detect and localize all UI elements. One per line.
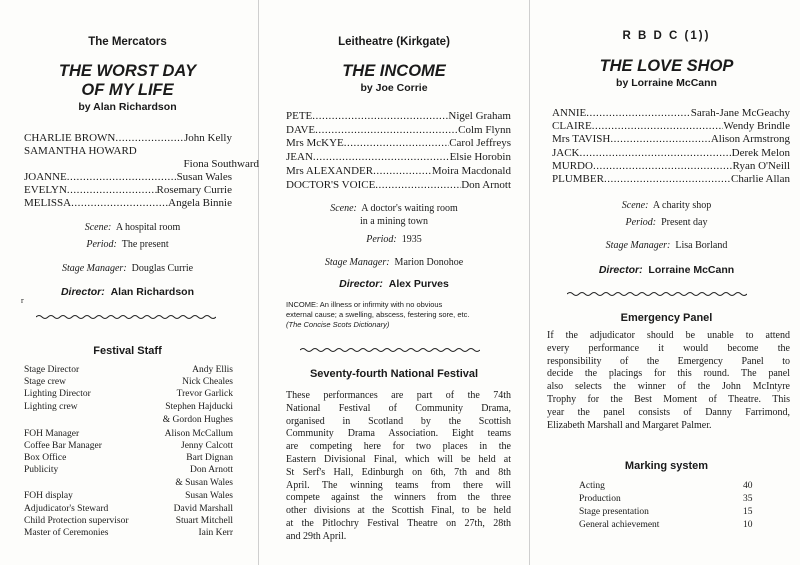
paragraph-line: are competing here for two places in the: [286, 441, 511, 453]
cast-actor: Fiona Southward: [183, 158, 259, 170]
leader-dots: [592, 120, 724, 133]
cast-actor: Elsie Horobin: [449, 151, 511, 164]
paragraph-line: St Serf's Hall, Edinburgh on 6th, 7th and 8th: [286, 466, 511, 478]
paragraph-line: If the adjudicator should be unable to attend: [547, 330, 790, 341]
cast-actor: Derek Melon: [731, 146, 790, 159]
paragraph-line: Elizabeth Marshall and Margaret Palmer.: [547, 419, 712, 431]
cast-actor: Susan Wales: [176, 171, 232, 183]
play-author: by Lorraine McCann: [616, 77, 717, 89]
scene-label: Scene:: [621, 200, 649, 211]
scene-info: [262, 202, 526, 215]
cast-actor: Ryan O'Neill: [732, 159, 790, 172]
staff-name: Trevor Garlick: [176, 389, 233, 399]
period-info: [533, 216, 800, 229]
paragraph-line: at the Pitlochry Festival Theatre on 27th, 28th: [286, 517, 511, 529]
staff-name: Susan Wales: [185, 491, 233, 501]
scene-info: [0, 221, 255, 234]
stage-manager-info: [533, 239, 800, 252]
stray-mark: r: [21, 296, 24, 305]
decorative-divider: [300, 346, 480, 354]
cast-role: PETE: [286, 110, 313, 122]
stage-manager-label: Stage Manager:: [61, 263, 127, 274]
staff-name: Bart Dignan: [186, 453, 233, 463]
leader-dots: [71, 197, 168, 210]
director-info: [262, 278, 526, 290]
paragraph-line: organised in Scotland by the Scottish: [286, 415, 511, 427]
column-divider-1: [258, 0, 259, 565]
staff-role: Coffee Bar Manager: [24, 441, 102, 451]
staff-name: & Gordon Hughes: [162, 415, 233, 425]
cast-role: PLUMBER: [552, 173, 604, 185]
leader-dots: [604, 173, 731, 186]
cast-actor: Sarah-Jane McGeachy: [690, 107, 790, 119]
cast-actor: Rosemary Currie: [156, 184, 232, 196]
period-label: Period:: [366, 234, 397, 245]
paragraph-line: Trophy for the Best Moment of Theatre. This: [547, 393, 790, 405]
stage-manager-info: [0, 262, 255, 275]
scene-info: [533, 199, 800, 212]
cast-role: Mrs McKYE: [286, 137, 344, 150]
marking-label: Acting: [579, 481, 605, 491]
period-label: Period:: [86, 239, 117, 250]
cast-actor: Colm Flynn: [458, 123, 511, 136]
cast-row: [24, 171, 232, 184]
cast-role: JEAN: [286, 151, 313, 164]
staff-role: Box Office: [24, 453, 67, 463]
leader-dots: [344, 137, 449, 150]
marking-system-heading: Marking system: [624, 460, 709, 472]
period-value: The present: [121, 239, 169, 250]
staff-name: Andy Ellis: [192, 365, 233, 375]
leader-dots: [610, 133, 711, 146]
festival-paragraph: [286, 390, 511, 544]
staff-name: Stephen Hajducki: [165, 402, 233, 412]
staff-name: Alison McCallum: [164, 429, 233, 439]
staff-name: Nick Cheales: [182, 377, 233, 387]
play-title-line-1: THE WORST DAY: [58, 62, 197, 80]
leader-dots: [315, 124, 458, 137]
decorative-divider: [36, 313, 216, 321]
cast-role: MURDO: [552, 159, 593, 172]
play-title-line-2: OF MY LIFE: [81, 81, 174, 99]
company-name: Leitheatre (Kirkgate): [338, 36, 450, 48]
cast-actor: Carol Jeffreys: [449, 137, 511, 150]
staff-role: Child Protection supervisor: [24, 516, 129, 526]
play-title: THE INCOME: [342, 62, 446, 80]
stage-manager-info: [262, 256, 526, 269]
director-label: Director:: [60, 286, 105, 298]
staff-role: Stage crew: [24, 377, 66, 387]
cast-role: DOCTOR'S VOICE: [286, 178, 376, 191]
staff-role: Master of Ceremonies: [24, 528, 109, 538]
cast-row: [552, 120, 790, 133]
column-the-income: [262, 0, 526, 565]
leader-dots: [375, 179, 461, 192]
company-name: R B D C (1)): [622, 30, 711, 42]
scene-info-continued: in a mining town: [359, 216, 429, 227]
cast-row: [24, 132, 232, 145]
cast-actor: Don Arnott: [461, 178, 511, 191]
column-the-love-shop: [533, 0, 800, 565]
staff-name: Iain Kerr: [198, 528, 233, 538]
scene-value: A charity shop: [652, 200, 712, 211]
staff-name: Stuart Mitchell: [175, 516, 233, 526]
play-author: by Joe Corrie: [360, 82, 428, 94]
staff-name: Jenny Calcott: [181, 441, 233, 451]
period-info: [0, 238, 255, 251]
scene-value: A doctor's waiting room: [361, 203, 458, 214]
director-value: Lorraine McCann: [648, 264, 735, 276]
stage-manager-label: Stage Manager:: [324, 257, 390, 268]
cast-row: [552, 173, 790, 186]
cast-role: EVELYN: [24, 184, 67, 196]
marking-points: 35: [743, 494, 753, 504]
paragraph-line: decide the placings for this round. The panel: [547, 368, 790, 380]
play-author: by Alan Richardson: [78, 101, 177, 113]
paragraph-line: year the panel consists of Danny Farrimond,: [547, 406, 790, 418]
leader-dots: [580, 147, 732, 160]
cast-role: ANNIE: [552, 107, 587, 119]
leader-dots: [67, 171, 177, 184]
scene-label: Scene:: [84, 222, 112, 233]
cast-role: MELISSA: [24, 197, 72, 209]
paragraph-line: April. The winning teams from there will: [286, 479, 511, 491]
cast-row: [552, 133, 790, 146]
cast-row: [552, 147, 790, 160]
income-definition: [286, 300, 512, 330]
stage-manager-value: Douglas Currie: [131, 263, 194, 274]
cast-row: [286, 137, 511, 150]
cast-role: CHARLIE BROWN: [24, 132, 116, 144]
cast-row: [552, 160, 790, 173]
cast-role: SAMANTHA HOWARD: [24, 145, 137, 157]
paragraph-line: and 29th April.: [286, 530, 347, 542]
director-label: Director:: [339, 278, 383, 290]
scene-label: Scene:: [330, 203, 357, 214]
cast-actor: John Kelly: [184, 132, 232, 144]
cast-role: CLAIRE: [552, 120, 592, 133]
cast-row: [286, 110, 511, 123]
paragraph-line: responsibility of the Emergency Panel to: [547, 355, 790, 367]
period-label: Period:: [625, 217, 657, 228]
staff-role: FOH display: [24, 491, 73, 501]
festival-heading: Seventy-fourth National Festival: [309, 368, 479, 380]
marking-label: General achievement: [579, 520, 660, 530]
column-divider-2: [529, 0, 530, 565]
cast-actor: Nigel Graham: [448, 110, 511, 122]
cast-row: [286, 165, 511, 178]
leader-dots: [115, 132, 184, 145]
marking-points: 10: [743, 520, 753, 530]
definition-line-1: : An illness or infirmity with no obvious: [316, 300, 443, 309]
cast-row: [286, 179, 511, 192]
column-the-worst-day: [0, 0, 259, 565]
period-info: [262, 233, 526, 246]
marking-label: Production: [579, 494, 621, 504]
stage-manager-label: Stage Manager:: [605, 240, 671, 251]
staff-role: Lighting Director: [24, 389, 91, 399]
marking-label: Stage presentation: [579, 507, 649, 517]
leader-dots: [312, 110, 448, 123]
play-title: THE LOVE SHOP: [599, 57, 734, 75]
staff-role: Publicity: [24, 465, 59, 475]
definition-line-2: external cause; a swelling, abscess, festering sore, etc.: [286, 310, 470, 319]
staff-name: Don Arnott: [189, 465, 233, 475]
marking-points: 40: [743, 481, 753, 491]
cast-row: [24, 184, 232, 197]
cast-actor: Alison Armstrong: [710, 133, 790, 146]
staff-role: FOH Manager: [24, 429, 80, 439]
director-info: [533, 264, 800, 276]
paragraph-line: every performance it would become the: [547, 342, 790, 354]
leader-dots: [593, 160, 733, 173]
cast-actor: Charlie Allan: [731, 173, 790, 185]
paragraph-line: National Festival of Community Drama,: [286, 402, 511, 414]
stage-manager-value: Marion Donohoe: [394, 257, 464, 268]
paragraph-line: compete against the winners from the three: [286, 492, 511, 504]
director-value: Alex Purves: [388, 278, 449, 290]
cast-row: [552, 107, 790, 120]
director-label: Director:: [598, 264, 643, 276]
cast-actor: Angela Binnie: [168, 197, 232, 209]
cast-row: [286, 151, 511, 164]
cast-row: [286, 124, 511, 137]
cast-role: Mrs ALEXANDER: [286, 164, 374, 177]
cast-row: [24, 145, 232, 158]
marking-points: 15: [743, 507, 753, 517]
leader-dots: [313, 151, 450, 164]
staff-role: Stage Director: [24, 365, 80, 375]
cast-role: Mrs TAVISH: [552, 133, 611, 146]
director-value: Alan Richardson: [110, 286, 195, 298]
paragraph-line: other divisions at the Scottish Final, to be held: [286, 505, 511, 517]
paragraph-line: also selects the winner of the John McIntyre: [547, 381, 790, 393]
stage-manager-value: Lisa Borland: [675, 240, 728, 251]
paragraph-line: Eastern Divisional Final, which will be held at: [286, 453, 511, 465]
staff-name: David Marshall: [173, 504, 233, 514]
festival-staff-heading: Festival Staff: [93, 345, 162, 357]
leader-dots: [67, 184, 157, 197]
leader-dots: [373, 165, 432, 178]
cast-row: [24, 197, 232, 210]
cast-actor: Wendy Brindle: [723, 120, 790, 133]
emergency-panel-heading: Emergency Panel: [620, 312, 713, 324]
staff-role: Adjudicator's Steward: [24, 504, 109, 514]
cast-actor: Moira Macdonald: [431, 164, 511, 177]
paragraph-line: Community Drama Association. Eight teams: [286, 428, 511, 440]
paragraph-line: These performances are part of the 74th: [286, 390, 511, 401]
decorative-divider: [567, 290, 747, 298]
staff-name: & Susan Wales: [175, 478, 233, 488]
cast-role: JACK: [552, 146, 580, 159]
cast-row: [24, 158, 259, 171]
cast-role: JOANNE: [24, 171, 67, 183]
emergency-panel-paragraph: [547, 330, 790, 432]
leader-dots: [586, 107, 691, 120]
definition-source: (The Concise Scots Dictionary): [286, 320, 390, 329]
cast-role: DAVE: [286, 123, 316, 136]
period-value: 1935: [401, 234, 422, 245]
staff-role: Lighting crew: [24, 402, 78, 412]
scene-value: A hospital room: [115, 222, 181, 233]
period-value: Present day: [661, 217, 708, 228]
definition-word: INCOME: [286, 300, 316, 309]
director-info: [0, 286, 255, 298]
company-name: The Mercators: [88, 36, 167, 48]
